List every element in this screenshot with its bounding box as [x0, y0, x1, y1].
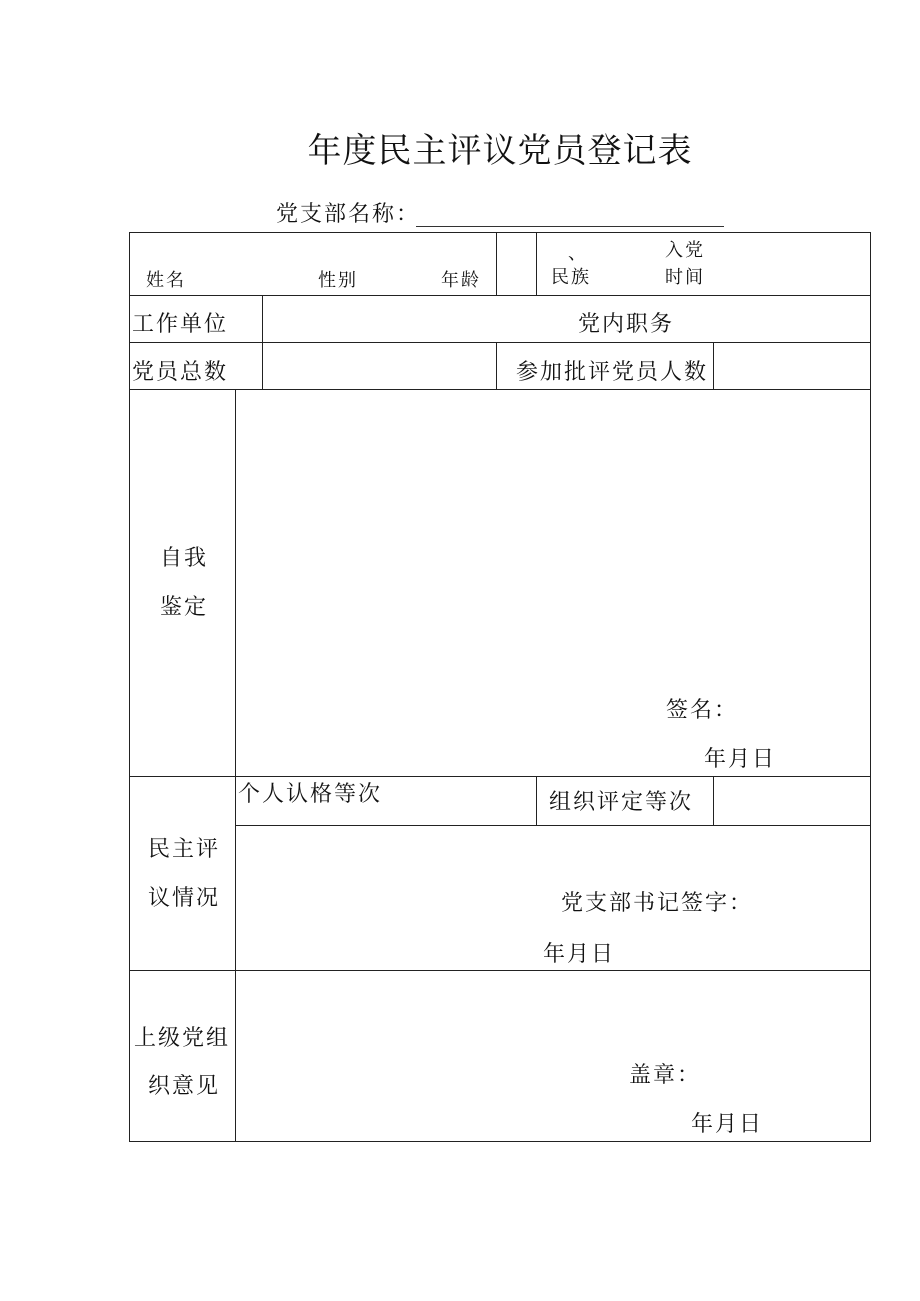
superior-opinion-field[interactable]: [240, 975, 865, 1055]
total-members-label: 党员总数: [132, 360, 229, 385]
table-border-top: [129, 232, 871, 233]
gender-label: 性别: [318, 270, 358, 291]
branch-name-field[interactable]: [416, 226, 724, 227]
col-divider: [713, 776, 714, 825]
row-divider: [235, 825, 871, 826]
page-title: 年度民主评议党员登记表: [307, 131, 693, 171]
name-label: 姓名: [146, 270, 186, 291]
age-label: 年龄: [441, 270, 481, 291]
join-date-label-line1: 入党: [665, 240, 705, 261]
col-divider: [536, 776, 537, 825]
col-divider: [496, 342, 497, 389]
work-unit-label: 工作单位: [132, 312, 229, 337]
col-divider: [235, 389, 236, 1141]
join-date-field[interactable]: [720, 240, 860, 290]
col-divider: [262, 295, 263, 389]
party-position-field[interactable]: [690, 300, 865, 338]
self-assessment-date: 年月日: [704, 747, 777, 772]
col-divider: [536, 232, 537, 295]
superior-opinion-label-line1: 上级党组: [134, 1026, 231, 1051]
self-assessment-label-line2: 鉴定: [160, 595, 209, 620]
superior-opinion-date: 年月日: [691, 1112, 764, 1137]
col-divider: [713, 342, 714, 389]
table-border-bottom: [129, 1141, 871, 1142]
name-field[interactable]: [190, 240, 310, 290]
org-grade-label: 组织评定等次: [549, 790, 694, 815]
row-divider: [129, 776, 871, 777]
participants-field[interactable]: [717, 347, 865, 385]
age-field[interactable]: [500, 240, 532, 290]
personal-grade-field[interactable]: [400, 780, 532, 820]
work-unit-field[interactable]: [266, 300, 566, 338]
row-divider: [129, 295, 871, 296]
col-divider: [496, 232, 497, 295]
org-grade-field[interactable]: [717, 780, 865, 820]
superior-opinion-label-line2: 织意见: [148, 1074, 221, 1099]
branch-name-label: 党支部名称：: [276, 202, 421, 227]
signature-label: 签名：: [666, 698, 739, 723]
participants-label: 参加批评党员人数: [516, 360, 709, 385]
democratic-review-date: 年月日: [543, 942, 616, 967]
democratic-review-field[interactable]: [240, 830, 865, 880]
separator-mark: 、: [568, 243, 588, 264]
row-divider: [129, 389, 871, 390]
total-members-field[interactable]: [266, 347, 492, 385]
self-assessment-field[interactable]: [240, 394, 865, 684]
ethnicity-label: 民族: [551, 267, 591, 288]
democratic-review-label-line1: 民主评: [148, 837, 221, 862]
table-border-left: [129, 232, 130, 1141]
seal-label: 盖章：: [629, 1063, 702, 1088]
party-position-label: 党内职务: [578, 312, 675, 337]
table-border-right: [870, 232, 871, 1141]
democratic-review-label-line2: 议情况: [148, 886, 221, 911]
row-divider: [129, 342, 871, 343]
personal-grade-label: 个人认格等次: [238, 782, 383, 807]
secretary-signature-label: 党支部书记签字：: [561, 891, 754, 916]
row-divider: [129, 970, 871, 971]
join-date-label-line2: 时间: [665, 267, 705, 288]
gender-field[interactable]: [362, 240, 438, 290]
self-assessment-label-line1: 自我: [160, 546, 209, 571]
